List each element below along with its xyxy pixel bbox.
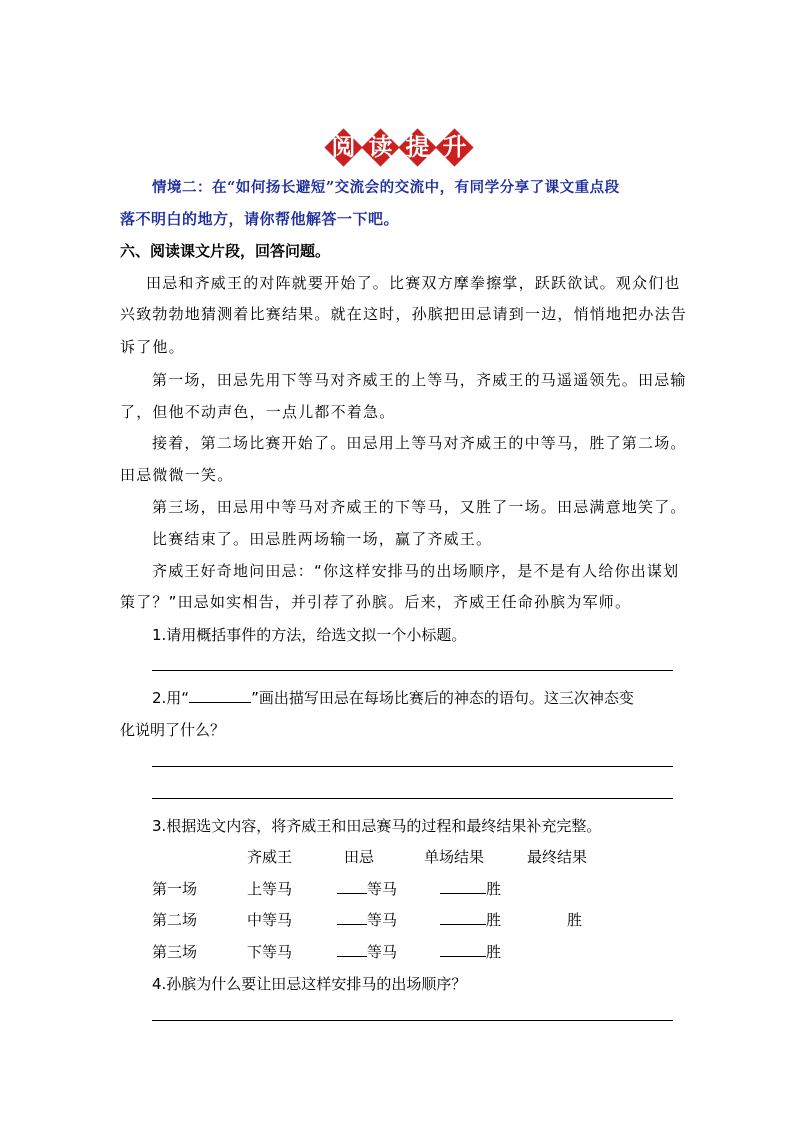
passage-line: 田忌和齐威王的对阵就要开始了。比赛双方摩拳擦掌，跃跃欲试。观众们也 [146,274,681,292]
question-4: 4.孙膑为什么要让田忌这样安排马的出场顺序？ [152,975,467,993]
question-2 [152,687,634,708]
underline-sample [189,690,251,703]
row-label: 第二场 [152,911,198,929]
qi-horse: 下等马 [247,943,293,961]
passage-line: 诉了他。 [120,338,185,356]
passage-line: 第三场，田忌用中等马对齐威王的下等马，又胜了一场。田忌满意地笑了。 [152,498,687,516]
question-2-part1: 2.用“ [152,689,190,707]
passage-line: 了，但他不动声色，一点儿都不着急。 [120,403,396,421]
answer-line-q1[interactable] [152,670,673,671]
title-char: 升 [438,131,471,164]
qi-horse: 中等马 [247,911,293,929]
title-char: 读 [364,131,397,164]
table-header: 齐威王 [247,848,293,866]
answer-line-q2-2[interactable] [152,798,673,799]
passage-line: 齐威王好奇地问田忌：“你这样安排马的出场顺序，是不是有人给你出谋划 [152,562,680,580]
table-header: 最终结果 [527,848,588,866]
passage-line: 接着，第二场比赛开始了。田忌用上等马对齐威王的中等马，胜了第二场。 [152,434,687,452]
single-result-blank[interactable]: 胜 [440,878,501,899]
final-result: 胜 [567,911,583,929]
intro-line-1: 情境二：在“如何扬长避短”交流会的交流中，有同学分享了课文重点段 [152,179,620,196]
question-2-line-2: 化说明了什么？ [120,721,226,739]
section-heading: 六、阅读课文片段，回答问题。 [120,242,331,260]
tian-horse-blank[interactable]: 等马 [337,909,397,930]
question-1: 1.请用概括事件的方法，给选文拟一个小标题。 [152,626,467,644]
passage-line: 田忌微微一笑。 [120,466,234,484]
intro-line-2: 落不明白的地方，请你帮他解答一下吧。 [120,210,400,228]
qi-horse: 上等马 [247,880,293,898]
passage-line: 比赛结束了。田忌胜两场输一场，赢了齐威王。 [152,530,493,548]
tian-horse-blank[interactable]: 等马 [337,878,397,899]
answer-line-q4[interactable] [152,1020,673,1021]
passage-line: 兴致勃勃地猜测着比赛结果。就在这时，孙膑把田忌请到一边，悄悄地把办法告 [120,305,688,323]
question-2-part2: ”画出描写田忌在每场比赛后的神态的语句。这三次神态变 [251,689,634,707]
passage-line: 策了？”田忌如实相告，并引荐了孙膑。后来，齐威王任命孙膑为军师。 [120,593,632,611]
title-char: 阅 [327,131,360,164]
single-result-blank[interactable]: 胜 [440,941,501,962]
title-char: 提 [401,131,434,164]
table-header: 单场结果 [424,848,485,866]
single-result-blank[interactable]: 胜 [440,909,501,930]
row-label: 第一场 [152,880,198,898]
tian-horse-blank[interactable]: 等马 [337,941,397,962]
answer-line-q2-1[interactable] [152,766,673,767]
question-3: 3.根据选文内容，将齐威王和田忌赛马的过程和最终结果补充完整。 [152,817,602,835]
section-title [327,131,471,167]
table-header: 田忌 [344,848,375,866]
passage-line: 第一场，田忌先用下等马对齐威王的上等马，齐威王的马遥遥领先。田忌输 [152,371,687,389]
row-label: 第三场 [152,943,198,961]
